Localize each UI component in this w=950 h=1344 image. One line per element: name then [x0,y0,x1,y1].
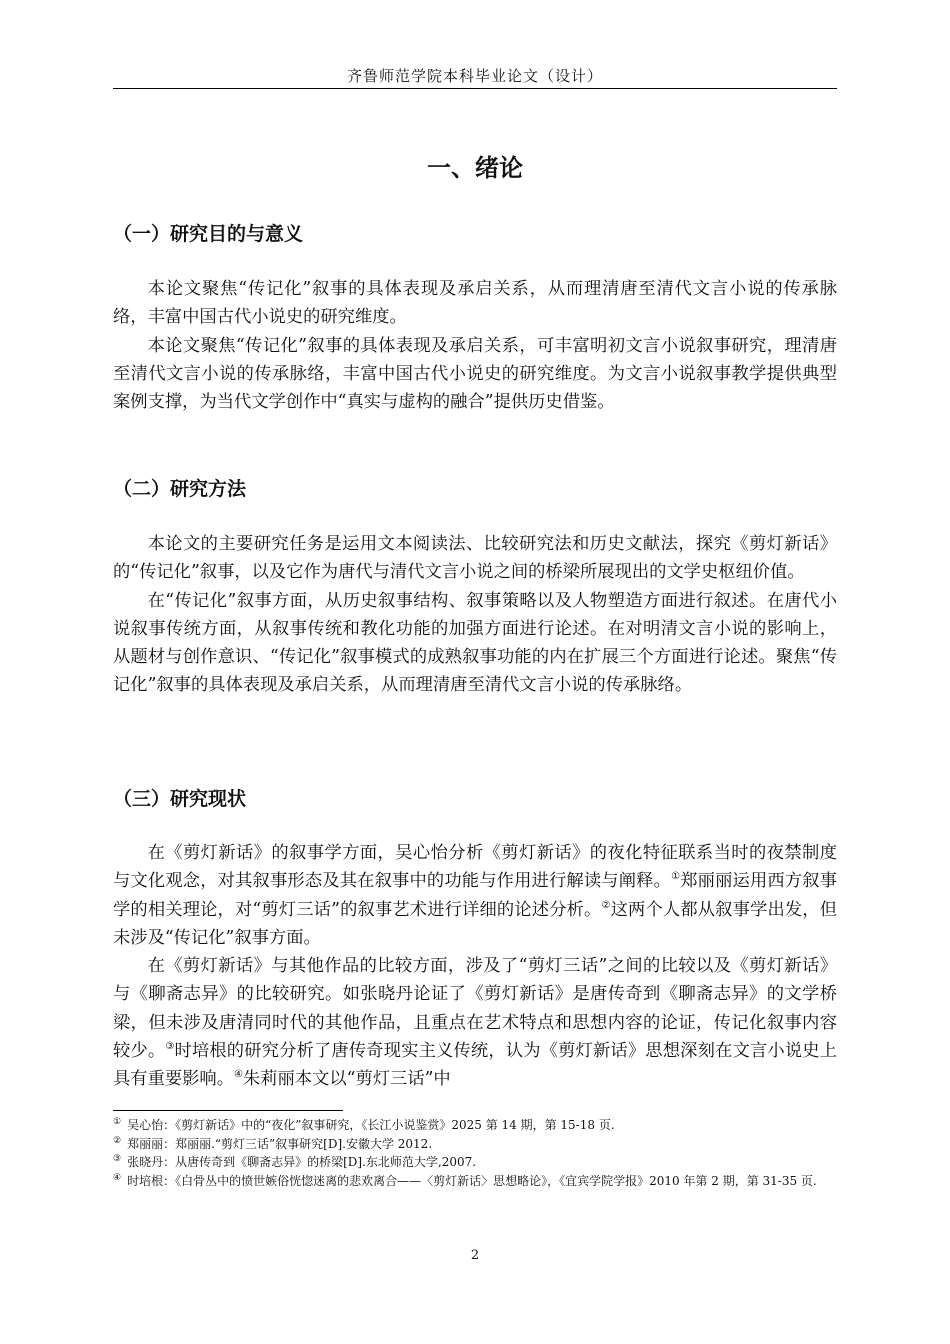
footnote-text: 张晓丹：从唐传奇到《聊斋志异》的桥梁[D].东北师范大学,2007. [127,1155,477,1169]
paragraph: 在“传记化”叙事方面，从历史叙事结构、叙事策略以及人物塑造方面进行叙述。在唐代小说叙事传统方面，从叙事传统和教化功能的加强方面进行论述。在对明清文言小说的影响上，从题材与创作意识、“传记化”叙事模式的成熟叙事功能的内在扩展三个方面进行论述。聚焦“传记化”叙事的具体表现及承启关系，从而理清唐至清代文言小说的传承脉络。 [113,590,837,696]
paragraph-text: 这两个人都从叙事学出发，但未涉及“传记化”叙事方面。 [113,899,838,948]
footnote-mark: ① [113,1117,122,1127]
paragraph-text: 时培根的研究分析了唐传奇现实主义传统，认为《剪灯新话》思想深刻在文言小说史上具有重要影响。 [113,1041,837,1090]
paragraph: 本论文的主要研究任务是运用文本阅读法、比较研究法和历史文献法，探究《剪灯新话》的“传记化”叙事，以及它作为唐代与清代文言小说之间的桥梁所展现出的文学史枢纽价值。 [113,534,837,583]
footnote-ref[interactable]: ① [671,871,681,883]
section-body-status [113,839,837,1094]
paragraph: 本论文聚焦“传记化”叙事的具体表现及承启关系，从而理清唐至清代文言小说的传承脉络，丰富中国古代小说史的研究维度。 [113,279,837,328]
footnote-item [113,1116,837,1135]
chapter-title: 一、绪论 [427,154,523,182]
section-title-status: （三）研究现状 [113,788,247,810]
paragraph [113,952,837,1093]
paragraph-text: 在《剪灯新话》的叙事学方面，吴心怡分析《剪灯新话》的夜化特征联系当时的夜禁制度与文化观念，对其叙事形态及其在叙事中的功能与作用进行解读与阐释。 [113,843,837,892]
footnote-mark: ④ [113,1172,122,1183]
footnote-ref[interactable]: ③ [165,1041,175,1053]
footnote-ref[interactable]: ② [601,899,611,911]
section-title-methods: （二）研究方法 [113,478,247,500]
footnote-item [113,1135,837,1154]
footnote-text: 吴心怡：《剪灯新话》中的“夜化”叙事研究，《长江小说鉴赏》2025 第 14 期，第 15-18 页. [127,1118,615,1132]
footnote-text: 时培根：《白骨丛中的愤世嫉俗恍惚迷离的悲欢离合——〈剪灯新话〉思想略论》，《宜宾学院学报》2010 年第 2 期，第 31-35 页. [127,1173,817,1188]
section-body-purpose [113,275,837,416]
page-number: 2 [470,1248,480,1263]
footnote-item [113,1172,837,1191]
footnote-mark: ③ [113,1154,122,1164]
paragraph-text: 郑丽丽运用西方叙事学的相关理论，对“剪灯三话”的叙事艺术进行详细的论述分析。 [113,871,837,920]
footnote-item [113,1153,837,1172]
footnote-text: 郑丽丽：郑丽丽.“剪灯三话”叙事研究[D].安徽大学 2012. [127,1136,433,1151]
footnote-mark: ② [113,1135,122,1146]
section-title-purpose: （一）研究目的与意义 [113,223,304,245]
page-header: 齐鲁师范学院本科毕业论文（设计） [113,66,837,89]
footnotes [113,1116,837,1190]
paragraph-text: 在《剪灯新话》与其他作品的比较方面，涉及了“剪灯三话”之间的比较以及《剪灯新话》与《聊斋志异》的比较研究。如张晓丹论证了《剪灯新话》是唐传奇到《聊斋志异》的文学桥梁，但未涉及唐清同时代的其他作品，且重点在艺术特点和思想内容的论证，传记化叙事内容较少。 [113,956,837,1062]
paragraph-text: 朱莉丽本文以“剪灯三话”中 [242,1069,451,1090]
footnote-ref[interactable]: ④ [233,1069,243,1081]
paragraph [113,839,837,952]
footnote-divider [113,1110,343,1111]
paragraph: 本论文聚焦“传记化”叙事的具体表现及承启关系，可丰富明初文言小说叙事研究，理清唐至清代文言小说的传承脉络，丰富中国古代小说史的研究维度。为文言小说叙事教学提供典型案例支撑，为当代文学创作中“真实与虚构的融合”提供历史借鉴。 [113,335,837,413]
section-body-methods [113,530,837,700]
